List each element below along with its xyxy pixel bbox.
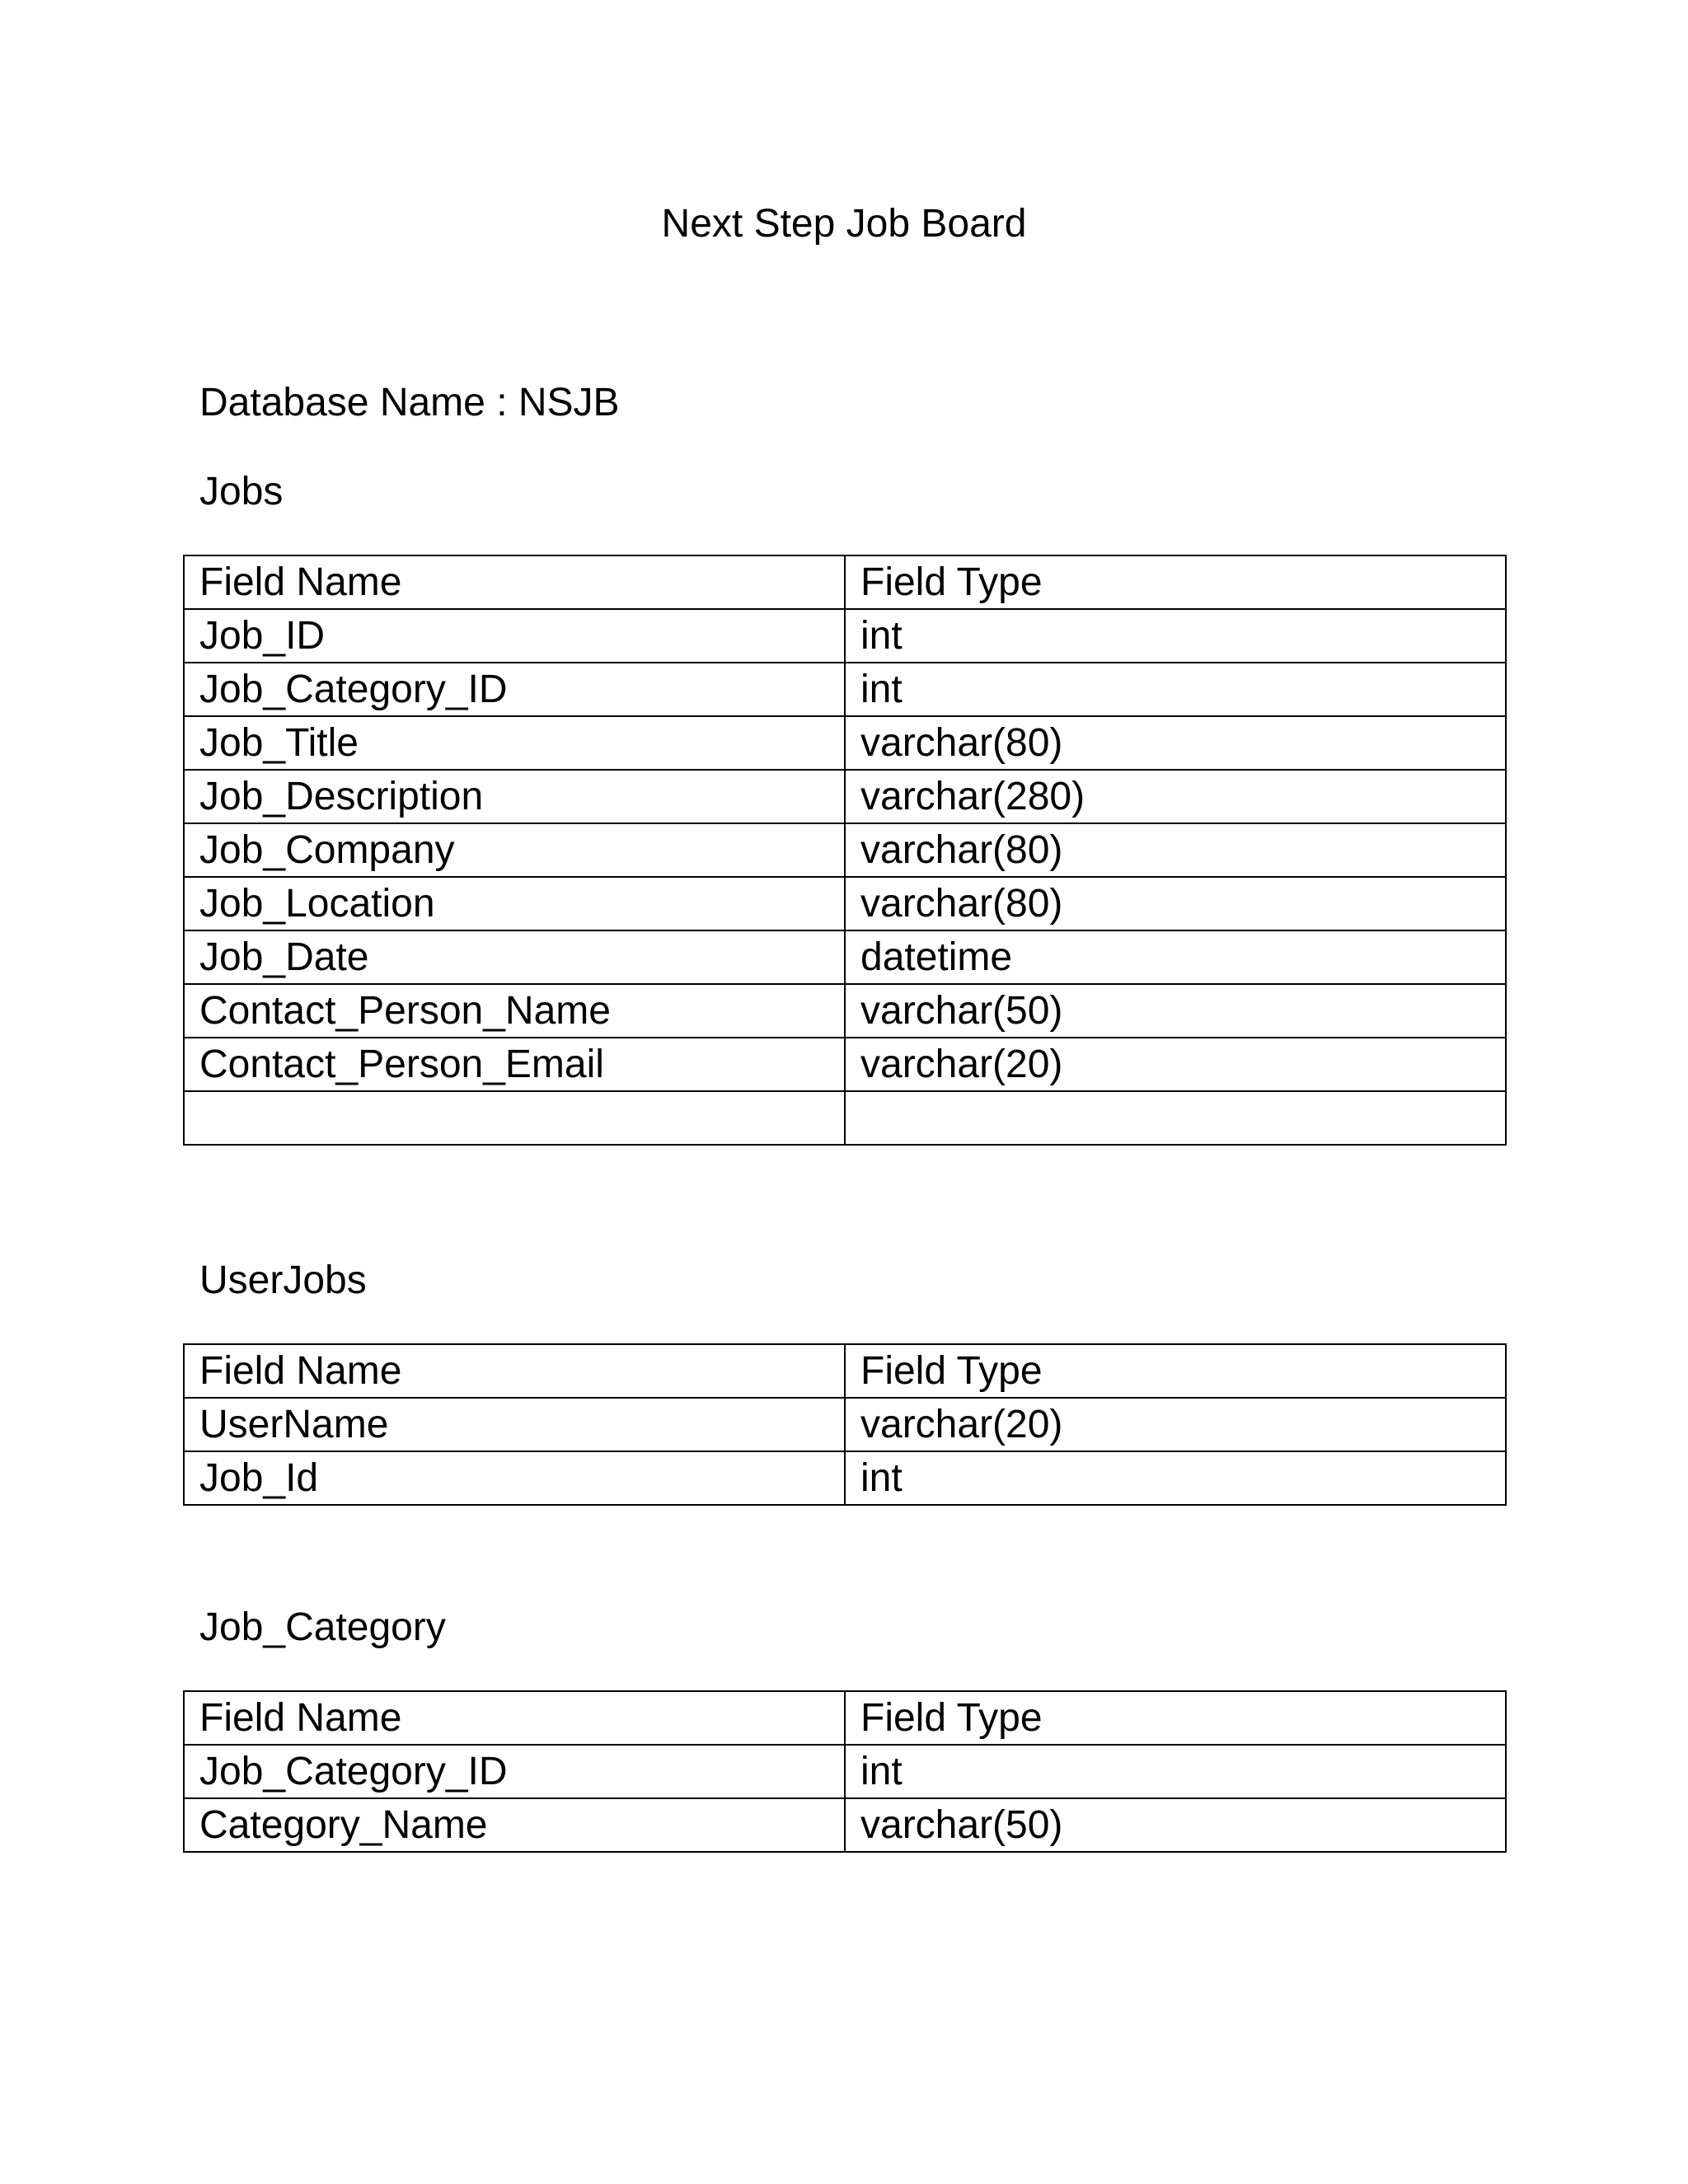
field-type-cell: varchar(280) <box>845 770 1506 823</box>
field-name-cell: Job_Description <box>184 770 845 823</box>
userjobs-section-title: UserJobs <box>199 1258 367 1302</box>
field-name-cell: UserName <box>184 1398 845 1451</box>
table-row <box>184 716 1506 770</box>
table-header-row <box>184 1344 1506 1398</box>
field-type-cell: varchar(80) <box>845 716 1506 770</box>
userjobs-table <box>183 1343 1507 1506</box>
database-name-label: Database Name : NSJB <box>199 381 620 424</box>
field-type-cell: varchar(80) <box>845 823 1506 877</box>
job-category-table <box>183 1690 1507 1853</box>
header-cell: Field Type <box>845 555 1506 609</box>
field-type-cell: varchar(50) <box>845 984 1506 1038</box>
table-row <box>184 1451 1506 1505</box>
field-name-cell: Contact_Person_Email <box>184 1038 845 1091</box>
table-row <box>184 1038 1506 1091</box>
table-header-row <box>184 1691 1506 1745</box>
field-type-cell: int <box>845 1745 1506 1798</box>
table-row <box>184 663 1506 716</box>
field-name-cell: Job_Date <box>184 930 845 984</box>
field-type-cell: varchar(20) <box>845 1398 1506 1451</box>
jobs-section-title: Jobs <box>199 470 284 513</box>
field-name-cell: Job_Title <box>184 716 845 770</box>
table-row <box>184 1798 1506 1852</box>
field-type-cell: datetime <box>845 930 1506 984</box>
field-type-cell: varchar(50) <box>845 1798 1506 1852</box>
field-type-cell: int <box>845 663 1506 716</box>
table-header-row <box>184 555 1506 609</box>
field-type-cell: varchar(20) <box>845 1038 1506 1091</box>
header-cell: Field Type <box>845 1691 1506 1745</box>
table-row <box>184 877 1506 930</box>
header-cell: Field Type <box>845 1344 1506 1398</box>
field-type-cell <box>845 1091 1506 1145</box>
jobs-table <box>183 555 1507 1146</box>
table-row <box>184 930 1506 984</box>
table-row <box>184 1398 1506 1451</box>
table-row <box>184 609 1506 663</box>
field-name-cell <box>184 1091 845 1145</box>
field-name-cell: Job_Id <box>184 1451 845 1505</box>
field-name-cell: Job_Category_ID <box>184 1745 845 1798</box>
header-cell: Field Name <box>184 555 845 609</box>
page-title: Next Step Job Board <box>661 202 1027 246</box>
field-name-cell: Category_Name <box>184 1798 845 1852</box>
table-row-empty <box>184 1091 1506 1145</box>
field-name-cell: Job_ID <box>184 609 845 663</box>
field-name-cell: Contact_Person_Name <box>184 984 845 1038</box>
field-name-cell: Job_Category_ID <box>184 663 845 716</box>
field-name-cell: Job_Location <box>184 877 845 930</box>
header-cell: Field Name <box>184 1691 845 1745</box>
header-cell: Field Name <box>184 1344 845 1398</box>
field-type-cell: int <box>845 609 1506 663</box>
table-row <box>184 1745 1506 1798</box>
field-type-cell: int <box>845 1451 1506 1505</box>
table-row <box>184 770 1506 823</box>
table-row <box>184 823 1506 877</box>
field-type-cell: varchar(80) <box>845 877 1506 930</box>
table-row <box>184 984 1506 1038</box>
field-name-cell: Job_Company <box>184 823 845 877</box>
job-category-section-title: Job_Category <box>199 1605 446 1649</box>
